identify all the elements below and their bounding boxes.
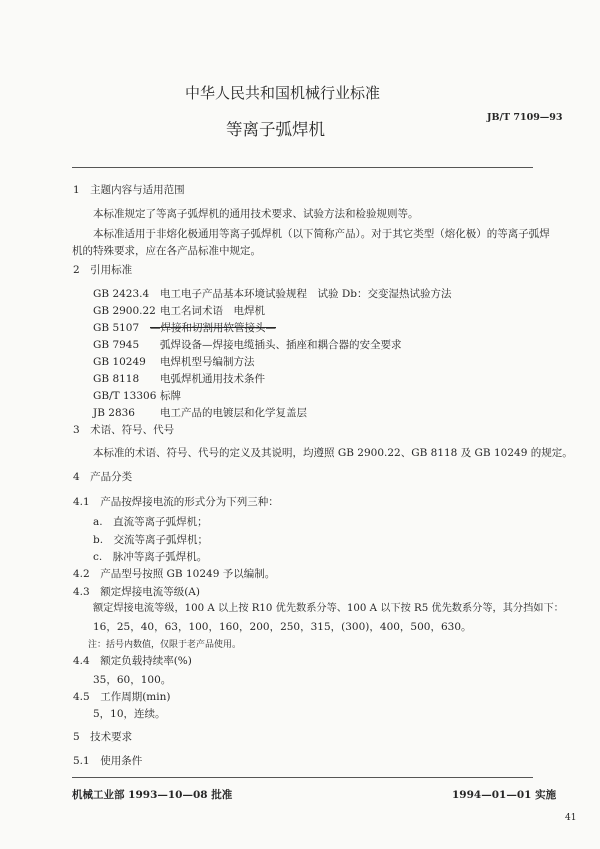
clause-4-3: 4.3 额定焊接电流等级(A)	[73, 586, 200, 598]
reference-code: GB/T 13306	[93, 390, 157, 402]
section-3-para: 本标准的术语、符号、代号的定义及其说明，均遵照 GB 2900.22、GB 8118 及 GB 10249 的规定。	[93, 447, 573, 459]
reference-title: 电工名词术语 电焊机	[160, 305, 265, 317]
document-title: 等离子弧焊机	[226, 120, 325, 139]
issuing-org: 中华人民共和国机械行业标准	[185, 84, 381, 102]
note: 注：括号内数值，仅限于老产品使用。	[88, 640, 242, 650]
section-2-heading: 2 引用标准	[73, 264, 133, 276]
reference-code: GB 2423.4	[93, 288, 150, 300]
clause-4-1: 4.1 产品按焊接电流的形式分为下列三种：	[73, 496, 279, 508]
work-period-values: 5，10，连续。	[93, 708, 166, 720]
clause-4-3-para: 额定焊接电流等级，100 A 以上按 R10 优先数系分等、100 A 以下按 R5 优先数系分等，其分挡如下：	[93, 603, 564, 614]
reference-title: 电工产品的电镀层和化学复盖层	[160, 407, 307, 419]
reference-code: GB 8118	[93, 373, 140, 385]
section-1-para: 本标准规定了等离子弧焊机的通用技术要求、试验方法和检验规则等。	[93, 208, 419, 220]
effective-date: 1994—01—01 实施	[452, 789, 557, 801]
reference-title: 电工电子产品基本环境试验规程 试验 Db：交变湿热试验方法	[160, 288, 452, 300]
section-1-para: 本标准适用于非熔化极通用等离子弧焊机（以下简称产品）。对于其它类型（熔化极）的等离子弧焊	[93, 228, 550, 240]
reference-title: 标牌	[160, 390, 181, 402]
reference-code: JB 2836	[93, 407, 135, 419]
section-4-heading: 4 产品分类	[73, 471, 133, 483]
section-1-heading: 1 主题内容与适用范围	[73, 184, 185, 196]
section-3-heading: 3 术语、符号、代号	[73, 424, 175, 436]
section-1-para: 机的特殊要求，应在各产品标准中规定。	[72, 245, 261, 257]
clause-4-5: 4.5 工作周期(min)	[73, 691, 171, 703]
reference-title: —焊接和切割用软管接头—	[150, 322, 276, 334]
approval-date: 机械工业部 1993—10—08 批准	[72, 789, 233, 801]
standard-code: JB/T 7109—93	[487, 112, 563, 123]
reference-code: GB 7945	[93, 339, 140, 351]
list-item: c. 脉冲等离子弧焊机。	[93, 551, 208, 563]
clause-4-2: 4.2 产品型号按照 GB 10249 予以编制。	[73, 568, 276, 580]
duty-cycle-values: 35，60，100。	[93, 674, 172, 686]
list-item: b. 交流等离子弧焊机；	[93, 534, 209, 546]
header-rule	[72, 167, 533, 168]
reference-title: 弧焊设备—焊接电缆插头、插座和耦合器的安全要求	[160, 339, 402, 351]
list-item: a. 直流等离子弧焊机；	[93, 516, 208, 528]
section-5-heading: 5 技术要求	[73, 731, 133, 743]
clause-5-1: 5.1 使用条件	[73, 755, 143, 767]
current-levels: 16，25，40，63，100，160，200，250，315，(300)，400，500，630。	[93, 621, 472, 633]
reference-title: 电弧焊机通用技术条件	[160, 373, 265, 385]
reference-code: GB 2900.22	[93, 305, 156, 317]
reference-code: GB 5107	[93, 322, 140, 334]
reference-title: 电焊机型号编制方法	[160, 356, 255, 368]
clause-4-4: 4.4 额定负载持续率(%)	[73, 655, 192, 667]
reference-code: GB 10249	[93, 356, 146, 368]
footer-rule	[72, 777, 533, 778]
page-number: 41	[565, 813, 577, 823]
